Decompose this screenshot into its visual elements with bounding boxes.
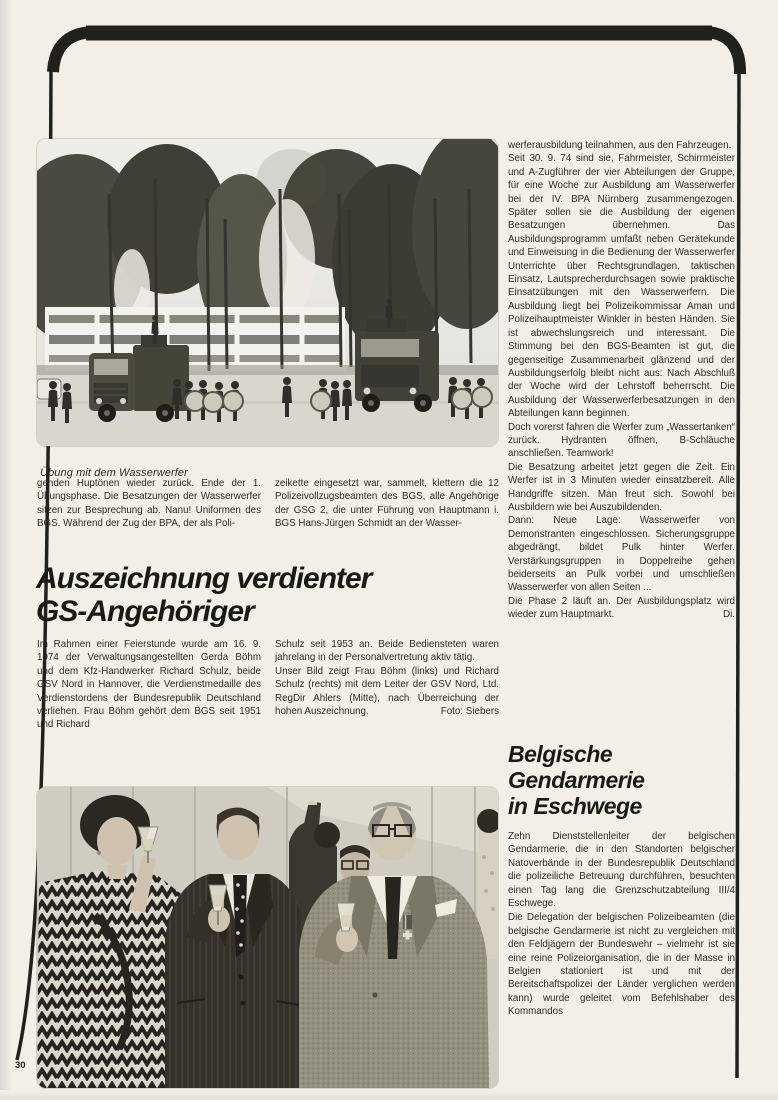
belgian-article-headline: Belgische Gendarmerie in Eschwege xyxy=(508,741,645,819)
award-ceremony-photo xyxy=(37,787,498,1088)
author-initials: Di. xyxy=(717,608,735,621)
continuation-column-1: genden Huptönen wieder zurück. Ende der 1. Übungsphase. Die Besatzungen der Wasserwerfer sitzen zur Besprechung ab. Nanu! Uniformen des BGS. Während der Zug der BPA, der als Poli- xyxy=(37,478,261,530)
belgian-article: Belgische Gendarmerie in Eschwege Zehn Dienststellenleiter der belgischen Gendarmerie, die in den Standorten belgischer Natoverbände in der Bundesrepublik Deutschland die polizeiliche Betreuung durchführen, besuchten einen Tag lang die Grenzschutzabteilung III/4 Eschwege. Die Delegation der belgischen Polizeibeamten (die belgische Gendarmerie ist nicht zu vergleichen mit den Feldjägern der Bundeswehr – vielmehr ist sie eine reine Polizeiorganisation, die in der Masse in Belgien stationiert ist und mit der Bereitschaftspolizei der Länder verglichen werden kann) wurde geleitet vom Befehlshaber des Kommandos xyxy=(508,741,735,1018)
award-column-1: Im Rahmen einer Feierstunde wurde am 16. 9. 1974 der Verwaltungsangestellten Gerda Böhm und dem Kfz-Handwerker Richard Schulz, beide GSV Nord in Hannover, die Verdienstmedaille des Verdienstordens der Bundesrepublik Deutschland verliehen. Frau Böhm gehört dem BGS seit 1951 und Richard xyxy=(37,639,261,731)
photo-caption: Übung mit dem Wasserwerfer xyxy=(40,467,188,479)
award-article-body xyxy=(37,638,499,732)
award-column-2: Schulz seit 1953 an. Beide Bediensteten waren jahrelang in der Personalvertretung aktiv tätig. Unser Bild zeigt Frau Böhm (links) und Richard Schulz (rechts) mit dem Leiter der GSV Nord, Ltd. RegDir Ahlers (Mitte), nach Überreichung der hohen Auszeichnung. Foto: Siebers xyxy=(275,639,499,718)
continuation-column-2: zeikette eingesetzt war, sammelt, klettern die 12 Polizeivollzugsbeamten des BGS, alle Angehörige der GSG 2, die unter Führung von Hauptmann i. BGS Hans-Jürgen Schmidt an der Wasser- xyxy=(275,478,499,530)
photo-credit: Foto: Siebers xyxy=(435,705,499,718)
page-number: 30 xyxy=(15,1060,26,1071)
award-article-headline: Auszeichnung verdienter GS-Angehöriger xyxy=(36,562,372,628)
water-article-column: werferausbildung teilnahmen, aus den Fahrzeugen. Seit 30. 9. 74 sind sie, Fahrmeister, Schirrmeister und A-Zugführer der vier Abteilungen der Gruppe, für eine Woche zur Ausbildung am Wasserwerfer bei der IV. BPA Nürnberg zusammengezogen. Später sollen sie die Ausbildung der eigenen Besatzungen übernehmen. Das Ausbildungsprogramm umfaßt neben Gerätekunde und Einweisung in die Bedienung der Wasserwerfer Unterrichte über Rechtsgrundlagen, taktischen Einsatz, Lautsprecherdurchsagen sowie praktische Einsatzübungen mit den Wasserwerfern. Die Ausbildung liegt bei Polizeikommissar Aman und Polizeihauptmeister Winkler in besten Händen. Sie ist abwechslungsreich und interessant. Die Stimmung bei den BGS-Beamten ist gut, die gegenseitige Zusammenarbeit glänzend und der Ausbildungserfolg bleibt nicht aus: Nach Abschluß der Woche wird der Lehrstoff beherrscht. Die Ausbildung der Wasserwerferbesatzungen in den Abteilungen kann beginnen. Doch vorerst fahren die Werfer zum „Wassertanken“ zurück. Hydranten öffnen, B-Schläuche anschließen. Teamwork! Die Besatzung arbeitet jetzt gegen die Zeit. Ein Werfer ist in 3 Minuten wieder einsatzbereit. Alle Handgriffe sitzen. Man freut sich. Sowohl bei Ausbildern wie bei Auszubildenden. Dann: Neue Lage: Wasserwerfer von Demonstranten eingeschlossen. Sicherungsgruppe abgedrängt, bildet Pulk hinter Werfer. Verstärkungsgruppen in Doppelreihe gehen beiderseits an Pulk vorbei und umschließen Wasserwerfer von allen Seiten ... Die Phase 2 läuft an. Der Ausbildungsplatz wird wieder zum Hauptmarkt. Di. xyxy=(508,140,735,621)
continuation-text-block xyxy=(37,477,499,531)
wasserwerfer-training-photo xyxy=(37,139,498,446)
